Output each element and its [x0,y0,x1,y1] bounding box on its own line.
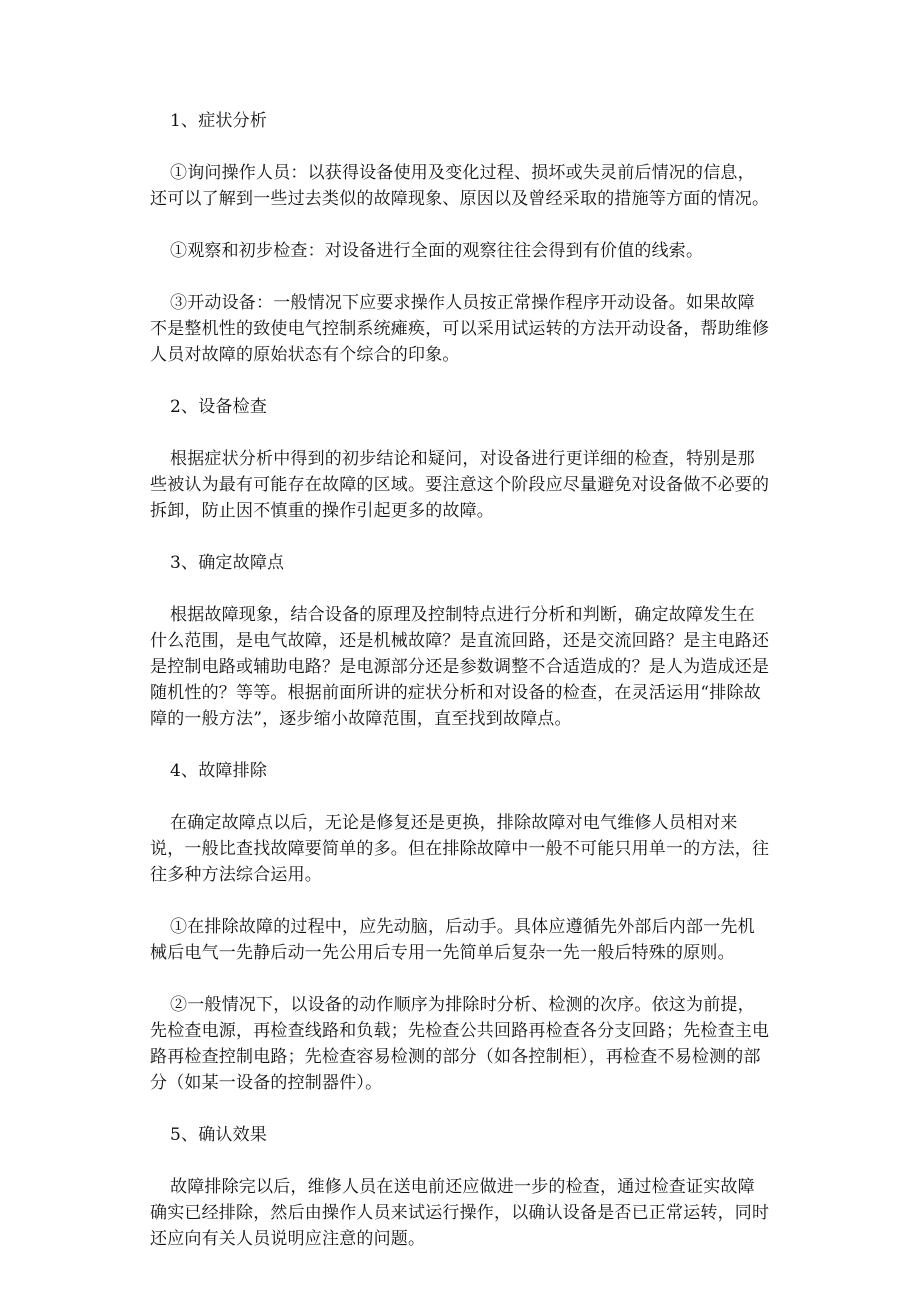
section-5-paragraph-1 [150,1174,770,1252]
paragraph-text: ②一般情况下，以设备的动作顺序为排除时分析、检测的次序。依这为前提，先检查电源，再检查线路和负载；先检查公共回路再检查各分支回路；先检查主电路再检查控制电路；先检查容易检测的部分（如各控制柜），再检查不易检测的部分（如某一设备的控制器件）。 [150,995,770,1093]
section-3-paragraph-1 [150,602,770,732]
section-heading-1: 1、症状分析 [170,111,268,131]
section-heading-5: 5、确认效果 [170,1125,268,1145]
paragraph-text: ①观察和初步检查：对设备进行全面的观察往往会得到有价值的线索。 [170,241,704,261]
paragraph-text: ①在排除故障的过程中，应先动脑，后动手。具体应遵循先外部后内部一先机械后电气一先静后动一先公用后专用一先简单后复杂一先一般后特殊的原则。 [150,917,755,963]
section-1-paragraph-2 [170,238,770,264]
paragraph-text: 根据症状分析中得到的初步结论和疑问，对设备进行更详细的检查，特别是那些被认为最有可能存在故障的区域。要注意这个阶段应尽量避免对设备做不必要的拆卸，防止因不慎重的操作引起更多的故障。 [150,449,770,521]
paragraph-text: 故障排除完以后，维修人员在送电前还应做进一步的检查，通过检查证实故障确实已经排除，然后由操作人员来试运行操作，以确认设备是否已正常运转，同时还应向有关人员说明应注意的问题。 [150,1177,770,1249]
section-heading-2: 2、设备检查 [170,397,268,417]
section-1-paragraph-3 [150,290,770,368]
section-4-paragraph-2 [150,914,770,966]
document-body [150,108,770,1278]
paragraph-text: 在确定故障点以后，无论是修复还是更换，排除故障对电气维修人员相对来说，一般比查找故障要简单的多。但在排除故障中一般不可能只用单一的方法，往往多种方法综合运用。 [150,813,770,885]
paragraph-text: ③开动设备：一般情况下应要求操作人员按正常操作程序开动设备。如果故障不是整机性的致使电气控制系统瘫痪，可以采用试运转的方法开动设备，帮助维修人员对故障的原始状态有个综合的印象。 [150,293,770,365]
section-2-paragraph-1 [150,446,770,524]
section-heading-3: 3、确定故障点 [170,553,285,573]
paragraph-text: 根据故障现象，结合设备的原理及控制特点进行分析和判断，确定故障发生在什么范围，是电气故障，还是机械故障？是直流回路，还是交流回路？是主电路还是控制电路或辅助电路？是电源部分还是参数调整不合适造成的？是人为造成还是随机性的？等等。根据前面所讲的症状分析和对设备的检查，在灵活运用“排除故障的一般方法”，逐步缩小故障范围，直至找到故障点。 [150,605,770,729]
section-4-paragraph-1 [150,810,770,888]
paragraph-text: ①询问操作人员：以获得设备使用及变化过程、损坏或失灵前后情况的信息，还可以了解到一些过去类似的故障现象、原因以及曾经采取的措施等方面的情况。 [150,163,770,209]
section-heading-4: 4、故障排除 [170,761,268,781]
section-4-paragraph-3 [150,992,770,1096]
section-1-paragraph-1 [150,160,770,212]
